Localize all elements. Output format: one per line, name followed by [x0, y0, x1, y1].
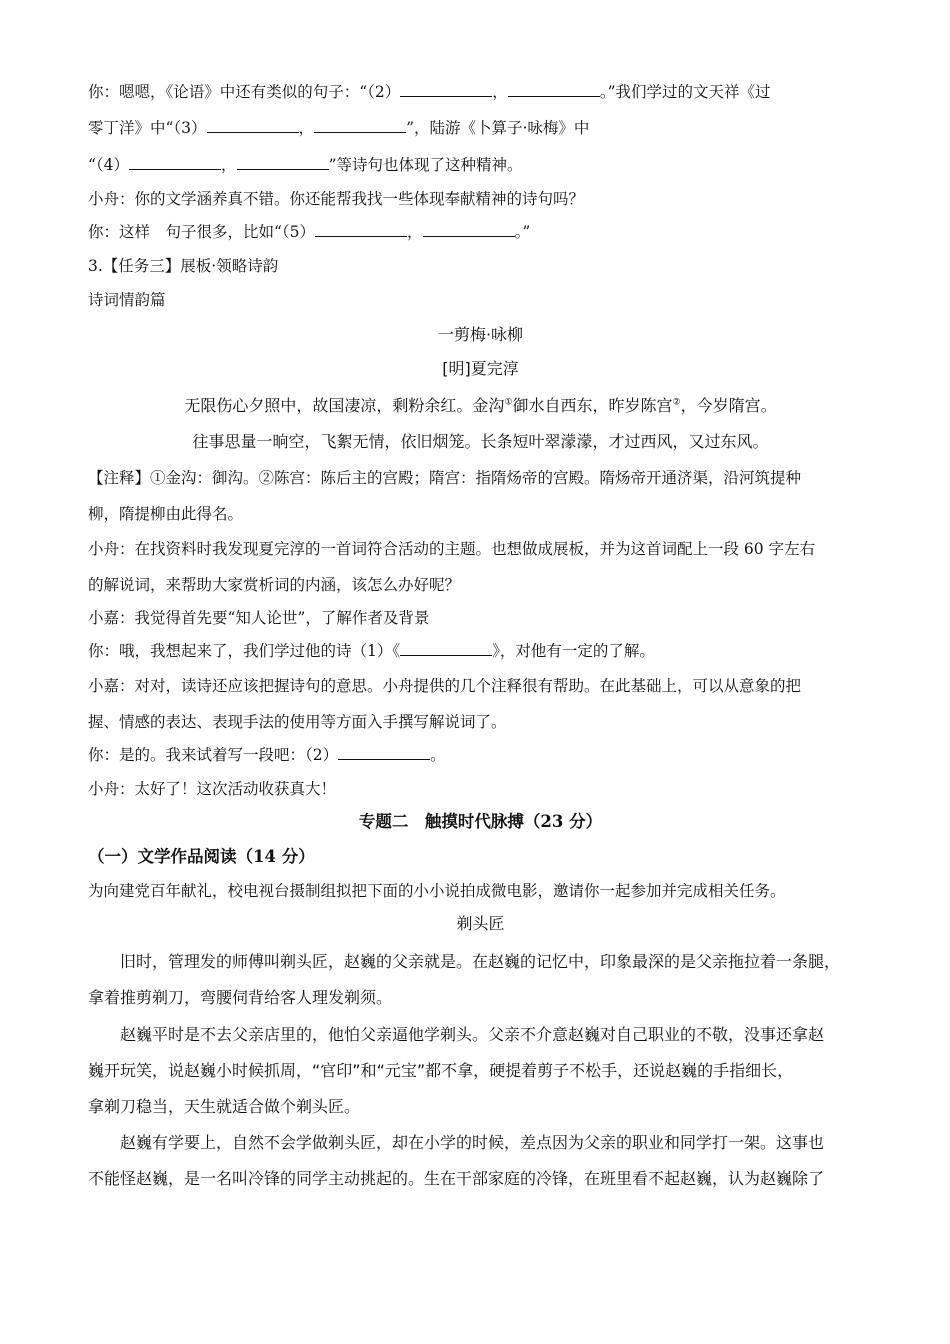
dialog-text: ， [298, 119, 315, 137]
poem-text: ，今岁隋宫。 [680, 396, 777, 415]
footnote-mark: ① [504, 397, 513, 408]
dialog-line [88, 155, 873, 175]
intro-line: 为向建党百年献礼，校电视台摄制组拟把下面的小小说拍成微电影，邀请你一起参加并完成相关任务。 [88, 882, 786, 900]
topic-title: 专题二 触摸时代脉搏（23 分） [358, 812, 603, 831]
answer-blank[interactable] [423, 222, 515, 237]
dialog-line: 小舟：你的文学涵养真不错。你还能帮我找一些体现奉献精神的诗句吗？ [88, 190, 585, 208]
dialog-text: ”等诗句也体现了这种精神。 [328, 156, 523, 174]
dialog-text: ， [407, 223, 423, 241]
poem-text: 无限伤心夕照中，故国凄凉，剩粉余红。金沟 [184, 396, 505, 415]
poem-title: 一剪梅·咏柳 [437, 325, 524, 344]
poem-text: 御水自西东，昨岁陈宫 [512, 396, 673, 415]
answer-blank[interactable] [400, 82, 492, 97]
dialog-line [88, 118, 873, 138]
dialog-line: 握、情感的表达、表现手法的使用等方面入手撰写解说词了。 [88, 713, 507, 731]
answer-blank[interactable] [237, 155, 329, 170]
part-heading: （一）文学作品阅读（14 分） [88, 847, 315, 866]
dialog-text: ， [492, 83, 508, 101]
story-line: 拿着推剪剃刀，弯腰伺背给客人理发剃须。 [88, 988, 393, 1007]
dialog-text: “（4） [88, 156, 130, 174]
answer-blank[interactable] [129, 155, 221, 170]
story-line: 赵巍有学要上，自然不会学做剃头匠，却在小学的时候，差点因为父亲的职业和同学打一架。这事也 [120, 1133, 825, 1152]
story-line: 拿剃刀稳当，天生就适合做个剃头匠。 [88, 1097, 361, 1116]
dialog-line [88, 222, 873, 242]
dialog-line [88, 82, 873, 102]
notes-line: 【注释】①金沟：御沟。②陈宫：陈后主的宫殿；隋宫：指隋炀帝的宫殿。隋炀帝开通济渠，沿河筑提种 [88, 469, 802, 487]
dialog-text: 你：是的。我来试着写一段吧：（2） [88, 746, 339, 764]
dialog-line: 小舟：太好了！这次活动收获真大！ [88, 780, 337, 798]
answer-blank[interactable] [338, 745, 430, 760]
poem-line: 往事思量一晌空，飞絮无情，依旧烟笼。长条短叶翠濛濛，才过西风，又过东风。 [192, 432, 769, 451]
dialog-text: 。” [514, 223, 531, 241]
poem-line [88, 396, 873, 416]
dialog-line: 小舟：在找资料时我发现夏完淳的一首词符合活动的主题。也想做成展板，并为这首词配上一段 60 字左右 [88, 540, 816, 558]
section-label: 诗词情韵篇 [88, 291, 166, 309]
story-line: 不能怪赵巍，是一名叫冷锋的同学主动挑起的。生在干部家庭的冷锋，在班里看不起赵巍，认为赵巍除了 [88, 1169, 825, 1188]
dialog-line: 小嘉：我觉得首先要“知人论世”，了解作者及背景 [88, 609, 430, 627]
dialog-text: 你：哦，我想起来了，我们学过他的诗（1）《 [88, 642, 401, 660]
dialog-line [88, 745, 873, 765]
dialog-line [88, 641, 873, 661]
story-line: 巍开玩笑，说赵巍小时候抓周，“官印”和“元宝”都不拿，硬提着剪子不松手，还说赵巍的手指细长， [88, 1061, 794, 1080]
task-heading: 3.【任务三】展板·领略诗韵 [88, 257, 279, 275]
answer-blank[interactable] [400, 641, 492, 656]
dialog-text: 你：这样 句子很多，比如“（5） [88, 223, 316, 241]
dialog-line: 的解说词，来帮助大家赏析词的内涵，该怎么办好呢？ [88, 576, 461, 594]
dialog-text: 你：嗯嗯，《论语》中还有类似的句子：“（2） [88, 83, 401, 101]
dialog-text: 。 [430, 746, 446, 764]
answer-blank[interactable] [207, 118, 299, 133]
story-line: 赵巍平时是不去父亲店里的，他怕父亲逼他学剃头。父亲不介意赵巍对自己职业的不敬，没事还拿赵 [120, 1025, 825, 1044]
footnote-mark: ② [672, 397, 681, 408]
story-line: 旧时，管理发的师傅叫剃头匠，赵巍的父亲就是。在赵巍的记忆中，印象最深的是父亲拖拉着一条腿， [120, 952, 841, 971]
answer-blank[interactable] [508, 82, 600, 97]
dialog-text: 。”我们学过的文天祥《过 [599, 83, 771, 101]
dialog-text: ， [221, 156, 237, 174]
dialog-line: 小嘉：对对，读诗还应该把握诗句的意思。小舟提供的几个注释很有帮助。在此基础上，可以从意象的把 [88, 677, 802, 695]
dialog-text: 》，对他有一定的了解。 [492, 642, 655, 660]
dialog-text: 零丁洋》中“（3） [88, 119, 207, 137]
answer-blank[interactable] [315, 222, 407, 237]
poem-author: [明]夏完淳 [442, 359, 519, 378]
dialog-text: ”，陆游《卜算子·咏梅》中 [406, 119, 590, 137]
story-title: 剃头匠 [456, 914, 505, 933]
notes-line: 柳，隋提柳由此得名。 [88, 505, 244, 523]
answer-blank[interactable] [314, 118, 406, 133]
